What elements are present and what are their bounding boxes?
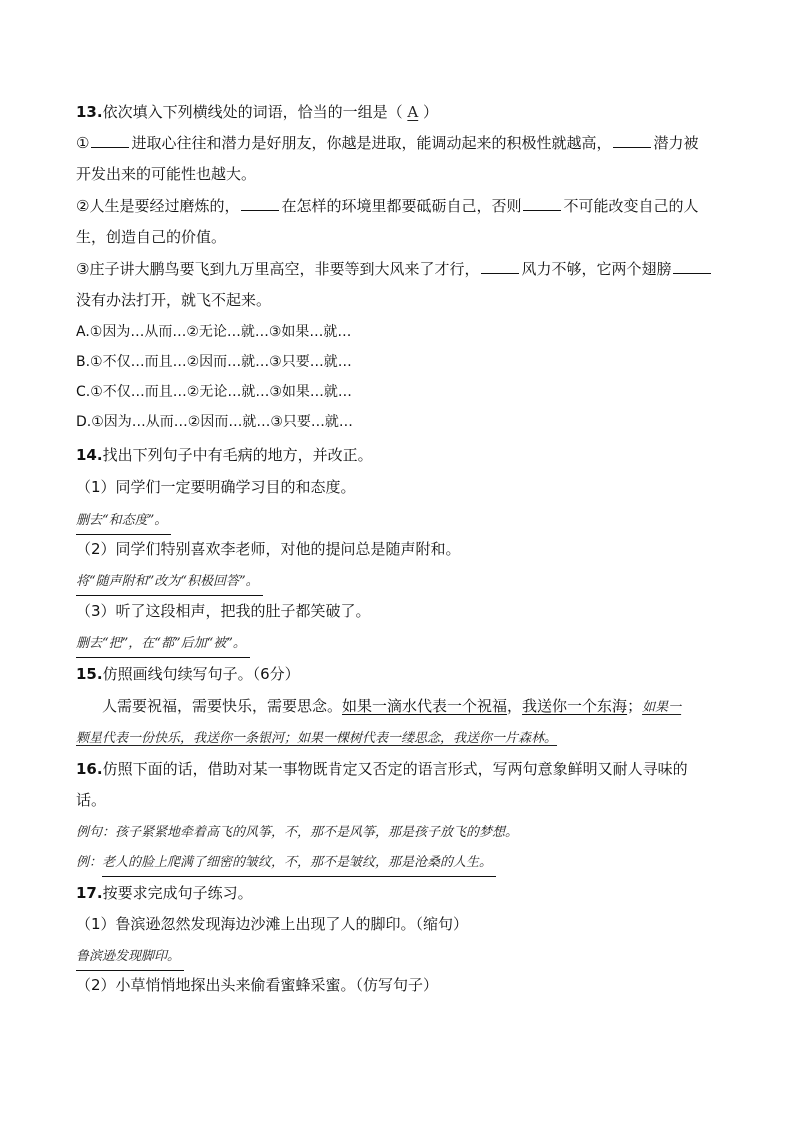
q17-item-2: （2）小草悄悄地探出头来偷看蜜蜂采蜜。（仿写句子） <box>76 976 439 994</box>
q17-stem: 17.按要求完成句子练习。 <box>76 884 253 902</box>
fill-blank <box>481 259 519 274</box>
q15-stem: 15.仿照画线句续写句子。（6分） <box>76 665 300 683</box>
q13-option-a: A.①因为…从而…②无论…就…③如果…就… <box>76 324 352 340</box>
q13-sentence-2: ②人生是要经过磨炼的， 在怎样的环境里都要砥砺自己，否则 不可能改变自己的人 <box>76 197 699 215</box>
q13-number: 13. <box>76 103 103 121</box>
q17-item-1: （1）鲁滨逊忽然发现海边沙滩上出现了人的脚印。（缩句） <box>76 915 469 933</box>
fill-blank <box>91 133 129 148</box>
q15-number: 15. <box>76 665 103 683</box>
q13-sentence-2-cont: 生，创造自己的价值。 <box>76 228 227 246</box>
fill-blank <box>241 196 279 211</box>
q13-sentence-1: ① 进取心往往和潜力是好朋友，你越是进取，能调动起来的积极性就越高， 潜力被 <box>76 134 699 152</box>
q13-sentence-1-cont: 开发出来的可能性也越大。 <box>76 165 257 183</box>
q14-number: 14. <box>76 446 103 464</box>
q14-answer-1: 删去“和态度”。 <box>76 508 726 535</box>
q13-option-d: D.①因为…从而…②因而…就…③只要…就… <box>76 414 353 430</box>
q13-answer: A <box>407 103 419 121</box>
q16-answer: 例：老人的脸上爬满了细密的皱纹，不，那不是皱纹，那是沧桑的人生。 <box>76 850 726 877</box>
fill-blank <box>673 259 711 274</box>
q17-answer-1: 鲁滨逊发现脚印。 <box>76 944 726 971</box>
underlined-sentence: 如果一滴水代表一个祝福 <box>342 697 508 715</box>
q14-answer-2: 将“随声附和”改为“积极回答”。 <box>76 569 726 596</box>
answer-text: 如果一 <box>642 700 682 715</box>
q13-stem: 13.依次填入下列横线处的词语，恰当的一组是（ A ） <box>76 103 438 121</box>
q13-option-b: B.①不仅…而且…②因而…就…③只要…就… <box>76 354 352 370</box>
q14-answer-3: 删去“把”，在“都”后加“被”。 <box>76 631 726 658</box>
q13-option-c: C.①不仅…而且…②无论…就…③如果…就… <box>76 384 352 400</box>
fill-blank <box>613 133 651 148</box>
q16-example: 例句：孩子紧紧地牵着高飞的风筝，不，那不是风筝，那是孩子放飞的梦想。 <box>76 825 519 840</box>
fill-blank <box>523 196 561 211</box>
q14-item-2: （2）同学们特别喜欢李老师，对他的提问总是随声附和。 <box>76 540 461 558</box>
q15-paragraph: 人需要祝福，需要快乐，需要思念。如果一滴水代表一个祝福，我送你一个东海；如果一 <box>102 697 682 715</box>
q13-sentence-3: ③庄子讲大鹏鸟要飞到九万里高空，非要等到大风来了才行， 风力不够，它两个翅膀 <box>76 258 726 280</box>
q13-sentence-3-cont: 没有办法打开，就飞不起来。 <box>76 291 272 309</box>
q16-stem: 16.仿照下面的话，借助对某一事物既肯定又否定的语言形式，写两句意象鲜明又耐人寻味的 <box>76 760 688 778</box>
q17-number: 17. <box>76 884 103 902</box>
underlined-sentence: 我送你一个东海 <box>522 697 628 715</box>
q14-item-1: （1）同学们一定要明确学习目的和态度。 <box>76 478 356 496</box>
q14-item-3: （3）听了这段相声，把我的肚子都笑破了。 <box>76 602 371 620</box>
q16-number: 16. <box>76 760 103 778</box>
q16-stem-cont: 话。 <box>76 791 107 809</box>
q14-stem: 14.找出下列句子中有毛病的地方，并改正。 <box>76 446 373 464</box>
q15-answer-cont: 颗星代表一份快乐，我送你一条银河；如果一棵树代表一缕思念，我送你一片森林。 <box>76 731 558 746</box>
